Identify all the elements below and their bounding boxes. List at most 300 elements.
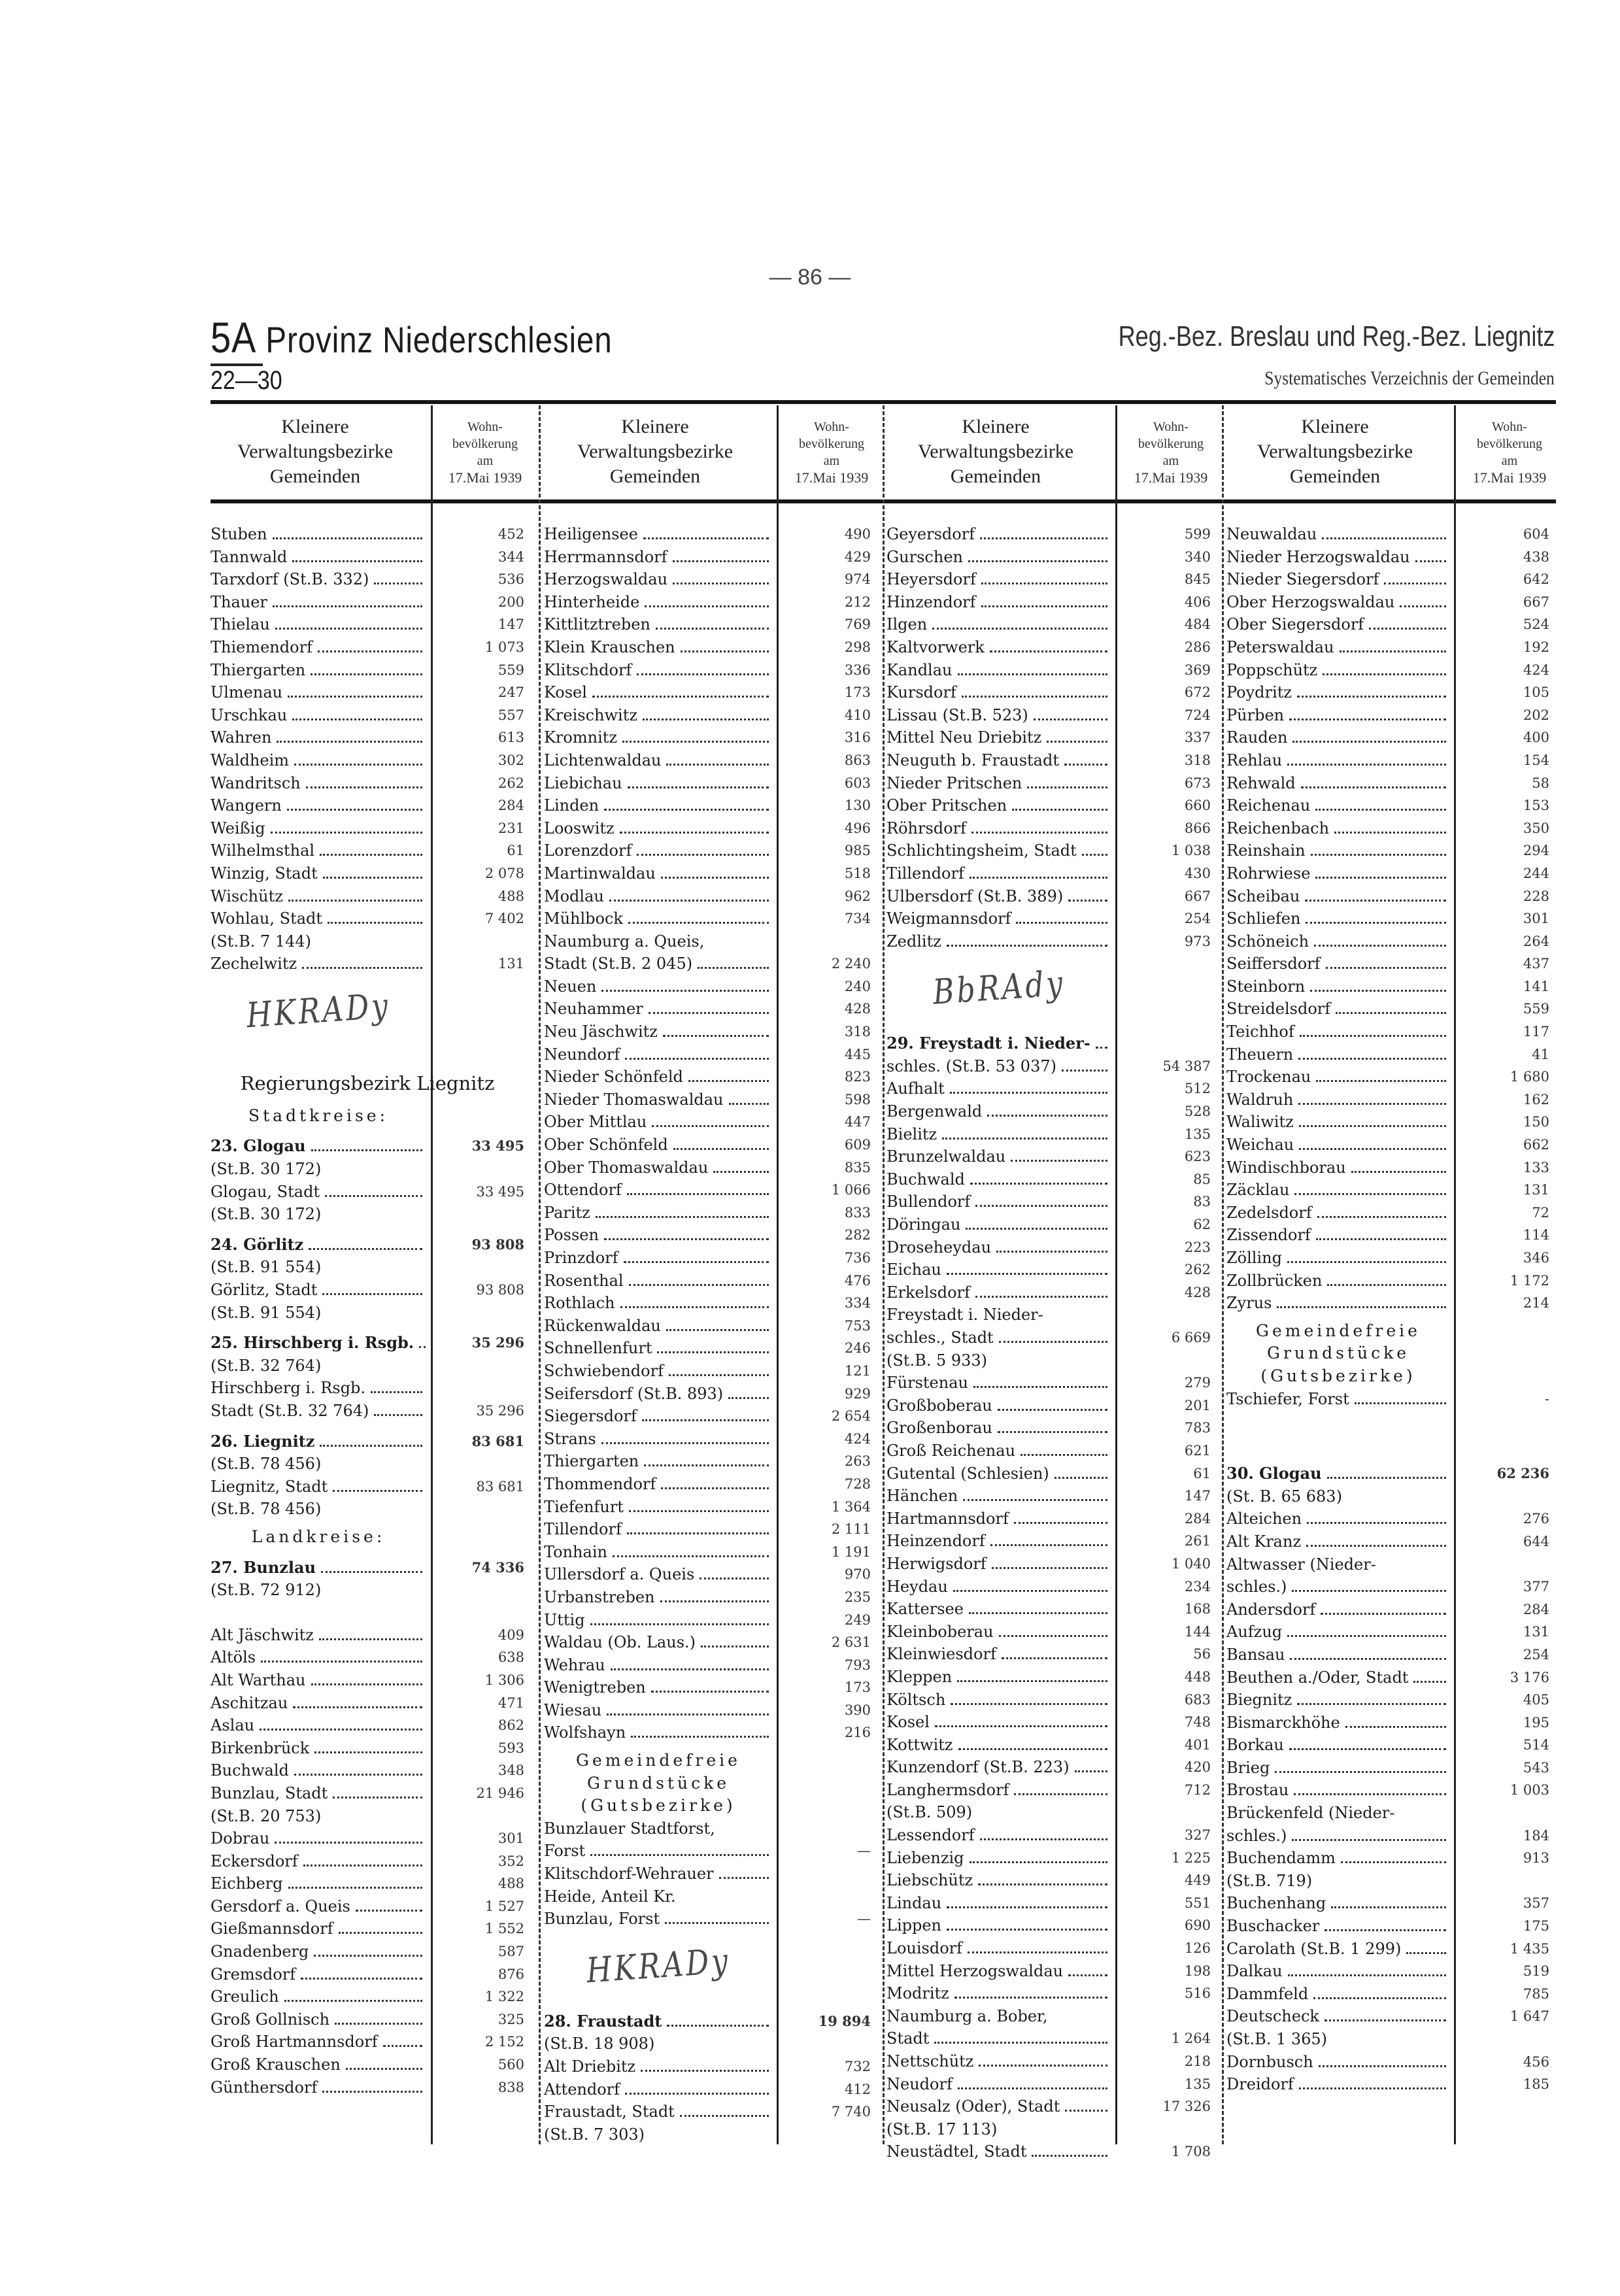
municipality-name: Gersdorf a. Queis: [211, 1897, 350, 1916]
header-population: [433, 418, 537, 486]
name-cell: [886, 1960, 1111, 1983]
municipality-name: (St.B. 20 753): [211, 1806, 322, 1825]
list-item: [211, 2076, 524, 2099]
municipality-name: Groß Hartmannsdorf: [211, 2033, 378, 2051]
municipality-name: Naumburg a. Queis,: [544, 932, 705, 951]
population-value: 712: [1184, 1781, 1211, 1798]
handwritten-signature: [544, 1931, 773, 2002]
dot-leader: [651, 1691, 769, 1693]
list-item: [544, 1111, 871, 1134]
list-item: [544, 1360, 871, 1383]
header-line: bevölkerung: [1138, 437, 1204, 451]
population-value: 58: [1532, 775, 1549, 791]
population-value: 428: [844, 1001, 871, 1017]
list-item: [544, 704, 871, 727]
name-cell: [886, 523, 1111, 546]
list-item: [886, 930, 1211, 953]
population-value: 302: [498, 752, 524, 768]
list-item-continuation: [886, 2027, 1211, 2050]
list-item: [211, 726, 524, 749]
dot-leader: [1307, 1522, 1446, 1524]
population-value: 587: [498, 1944, 524, 1960]
population-value: 247: [498, 684, 524, 701]
dot-leader: [1299, 1148, 1446, 1150]
municipality-name: Reinshain: [1226, 841, 1306, 860]
population-value: 1 708: [1171, 2144, 1211, 2160]
population-value: 93 808: [471, 1236, 524, 1253]
dot-leader: [323, 877, 422, 879]
dot-leader: [643, 718, 769, 720]
dot-leader: [729, 1103, 769, 1105]
population-value: 390: [844, 1702, 871, 1718]
list-item: [1226, 1066, 1549, 1089]
population-value: 141: [1523, 978, 1549, 994]
municipality-name: Strans: [544, 1429, 596, 1448]
municipality-name: Ober Mittlau: [544, 1113, 647, 1132]
municipality-name: Alteichen: [1226, 1510, 1302, 1528]
name-cell: [544, 1496, 773, 1519]
population-value: 318: [844, 1024, 871, 1040]
name-cell: [544, 1224, 773, 1247]
dot-leader: [1322, 537, 1446, 539]
municipality-name: Nieder Pritschen: [886, 773, 1022, 792]
list-item: [886, 772, 1211, 795]
municipality-name: Poppschütz: [1226, 660, 1318, 679]
dot-leader: [643, 537, 769, 539]
municipality-name: Kosel: [544, 683, 587, 702]
dot-leader: [288, 1887, 423, 1889]
header-line: Kleinere: [1301, 416, 1369, 437]
district-range: 22—30: [211, 366, 282, 395]
header-line: Wohn-: [467, 420, 503, 434]
dot-leader: [1400, 605, 1446, 607]
population-value: 344: [498, 549, 524, 565]
name-cell: [1226, 1802, 1450, 1825]
population-value: 401: [1184, 1736, 1211, 1753]
population-value: 551: [1184, 1895, 1211, 1911]
list-item: [544, 1270, 871, 1292]
population-value: 973: [1184, 933, 1211, 949]
municipality-name: Kandlau: [886, 660, 953, 679]
list-item: [211, 1279, 524, 1302]
municipality-name: Zollbrücken: [1226, 1271, 1323, 1290]
population-value: 488: [498, 1876, 524, 1892]
population-value: 318: [1184, 752, 1211, 768]
municipality-name: Wischütz: [211, 886, 283, 905]
header-line: am: [1501, 454, 1518, 468]
column-divider: [883, 405, 885, 2144]
municipality-name: Waldau (Ob. Laus.): [544, 1633, 696, 1652]
dot-leader: [288, 696, 422, 698]
name-cell: [1226, 568, 1450, 591]
table-column: [211, 523, 524, 2099]
municipality-name: Bunzlau, Forst: [544, 1910, 660, 1929]
header-line: 17.Mai 1939: [794, 469, 869, 486]
dot-leader: [333, 1490, 422, 1492]
municipality-name: Buchenhang: [1226, 1894, 1326, 1913]
population-value: 352: [498, 1853, 524, 1869]
municipality-name: 27. Bunzlau: [211, 1557, 316, 1577]
municipality-name: Thommendorf: [544, 1474, 656, 1493]
list-item: [211, 613, 524, 636]
population-value: 234: [1184, 1578, 1211, 1595]
dot-leader: [1345, 1726, 1446, 1728]
municipality-name: Lichtenwaldau: [544, 751, 662, 769]
municipality-name: Lorenzdorf: [544, 841, 632, 860]
name-cell: [1226, 794, 1450, 817]
population-value: 264: [1523, 933, 1549, 949]
list-item: [211, 1895, 524, 1918]
name-cell: [211, 1895, 426, 1918]
list-item: [211, 568, 524, 591]
name-cell: [886, 2027, 1111, 2050]
list-item: [544, 1134, 871, 1156]
list-item: [886, 1304, 1211, 1326]
list-item: [211, 817, 524, 840]
name-cell: [544, 1721, 773, 1744]
list-item: [211, 1985, 524, 2008]
list-item: [544, 862, 871, 885]
list-item: [544, 1721, 871, 1744]
population-value: 61: [507, 843, 524, 859]
municipality-name: Gießmannsdorf: [211, 1919, 333, 1938]
list-item: [886, 568, 1211, 591]
list-item: [211, 1737, 524, 1760]
municipality-name: Forst: [544, 1842, 586, 1861]
municipality-name: 28. Fraustadt: [544, 2011, 662, 2031]
section-heading: [211, 1526, 426, 1549]
section-heading: [544, 1749, 773, 1772]
list-item: [211, 1827, 524, 1850]
dot-leader: [661, 1487, 769, 1489]
header-line: Verwaltungsbezirke: [917, 441, 1074, 462]
municipality-name: Hartmannsdorf: [886, 1509, 1009, 1528]
list-item: [1226, 1779, 1549, 1802]
name-cell: [211, 1234, 426, 1257]
name-cell: [886, 1100, 1111, 1123]
municipality-name: Wolfshayn: [544, 1723, 626, 1742]
population-value: 56: [1193, 1646, 1211, 1663]
name-cell: [1226, 1847, 1450, 1870]
name-cell: [1226, 2051, 1450, 2074]
list-item-continuation: [211, 930, 524, 953]
list-item: [211, 839, 524, 862]
list-item: [544, 1473, 871, 1496]
dot-leader: [294, 1774, 422, 1776]
header-line: Verwaltungsbezirke: [577, 441, 734, 462]
header-municipality: [1220, 414, 1450, 489]
municipality-name: Neuen: [544, 977, 597, 996]
dot-leader: [320, 854, 422, 856]
population-value: 1 322: [484, 1989, 524, 2005]
name-cell: [1226, 907, 1450, 930]
name-cell: [886, 1530, 1111, 1553]
population-value: 753: [844, 1317, 871, 1334]
municipality-name: Droseheydau: [886, 1238, 992, 1257]
dot-leader: [1340, 650, 1446, 652]
dot-leader: [624, 1261, 769, 1263]
population-value: 536: [498, 571, 524, 588]
name-cell: [1226, 1508, 1450, 1530]
name-cell: [544, 1817, 773, 1840]
municipality-name: Dreidorf: [1226, 2075, 1294, 2094]
population-value: 642: [1523, 571, 1549, 588]
list-item: [886, 1394, 1211, 1417]
section-code: 5A: [211, 313, 257, 362]
name-cell: [211, 1400, 426, 1423]
dot-leader: [1315, 877, 1446, 879]
list-item: [1226, 1508, 1549, 1530]
list-item: [211, 772, 524, 795]
municipality-name: Bullendorf: [886, 1192, 971, 1211]
population-value: 33 495: [471, 1138, 524, 1155]
list-item-continuation: [886, 1349, 1211, 1372]
list-item: [1226, 907, 1549, 930]
municipality-name: Reichenau: [1226, 796, 1311, 815]
municipality-name: Dobrau: [211, 1829, 270, 1848]
name-cell: [211, 1557, 426, 1579]
population-value: 223: [1184, 1239, 1211, 1255]
dot-leader: [1315, 809, 1446, 811]
list-item: [886, 546, 1211, 569]
population-value: 728: [844, 1476, 871, 1492]
name-cell: [544, 1428, 773, 1451]
population-value: 412: [844, 2081, 871, 2097]
population-value: 1 680: [1510, 1069, 1549, 1085]
municipality-name: Wenigtreben: [544, 1678, 646, 1697]
municipality-name: Bunzlauer Stadtforst,: [544, 1819, 715, 1838]
municipality-name: Landkreise:: [251, 1527, 386, 1546]
population-value: 623: [1184, 1149, 1211, 1165]
name-cell: [886, 1485, 1111, 1508]
population-value: 528: [1184, 1104, 1211, 1120]
municipality-name: Andersdorf: [1226, 1600, 1316, 1619]
name-cell: [1226, 1462, 1450, 1485]
list-item: [544, 1337, 871, 1360]
municipality-name: Winzig, Stadt: [211, 864, 318, 883]
name-cell: [886, 546, 1111, 569]
name-cell: [544, 1563, 773, 1586]
dot-leader: [958, 1748, 1107, 1750]
municipality-name: Greulich: [211, 1987, 279, 2006]
list-item: [1226, 1388, 1549, 1411]
dot-leader: [1275, 1771, 1446, 1773]
dot-leader: [1310, 990, 1446, 992]
name-cell: [544, 1066, 773, 1089]
population-value: 524: [1523, 616, 1549, 633]
dot-leader: [1292, 1590, 1446, 1592]
dot-leader: [980, 537, 1107, 539]
dot-leader: [719, 1877, 769, 1879]
dot-leader: [1384, 582, 1446, 584]
population-value: 974: [844, 571, 871, 588]
population-value: 369: [1184, 662, 1211, 678]
municipality-name: Großboberau: [886, 1396, 992, 1415]
municipality-name: Mittel Herzogswaldau: [886, 1961, 1064, 1980]
municipality-name: Dornbusch: [1226, 2052, 1313, 2071]
name-cell: [211, 1279, 426, 1302]
population-value: 235: [844, 1589, 871, 1605]
name-cell: [1226, 930, 1450, 953]
dot-leader: [277, 741, 422, 743]
name-cell: [544, 591, 773, 614]
municipality-name: Beuthen a./Oder, Stadt: [1226, 1668, 1409, 1687]
dot-leader: [628, 922, 769, 924]
population-value: 445: [844, 1046, 871, 1062]
dot-leader: [700, 1578, 769, 1579]
name-cell: [211, 2076, 426, 2099]
list-item: [544, 2101, 871, 2123]
dot-leader: [625, 1058, 769, 1060]
dot-leader: [1047, 741, 1107, 743]
municipality-name: Gemeindefreie: [1256, 1321, 1421, 1340]
district-entry: [211, 1135, 524, 1158]
list-item: [886, 2005, 1211, 2028]
dot-leader: [1287, 1261, 1446, 1263]
list-item: [886, 1960, 1211, 1983]
dot-leader: [601, 990, 769, 992]
municipality-name: Neuguth b. Fraustadt: [886, 751, 1059, 769]
dot-leader: [1413, 1681, 1446, 1683]
name-cell: [886, 1417, 1111, 1440]
municipality-name: Aufhalt: [886, 1079, 945, 1098]
municipality-name: Zedelsdorf: [1226, 1203, 1312, 1222]
name-cell: [886, 726, 1111, 749]
population-value: 2 111: [831, 1521, 871, 1538]
list-item: [211, 1872, 524, 1895]
municipality-name: Geyersdorf: [886, 525, 975, 543]
dot-leader: [302, 967, 422, 969]
list-item: [544, 1202, 871, 1224]
municipality-name: Ober Pritschen: [886, 796, 1007, 815]
name-cell: [211, 1917, 426, 1940]
dot-leader: [1325, 1929, 1446, 1931]
municipality-name: Pürben: [1226, 705, 1285, 724]
municipality-name: 26. Liegnitz: [211, 1431, 315, 1451]
header-line: Kleinere: [621, 416, 689, 437]
municipality-name: Nieder Schönfeld: [544, 1068, 683, 1087]
population-value: 543: [1523, 1759, 1549, 1776]
header-line: 17.Mai 1939: [448, 469, 522, 486]
municipality-name: Stadt (St.B. 2 045): [544, 954, 693, 973]
population-value: 559: [498, 662, 524, 678]
dot-leader: [419, 1346, 426, 1348]
page-title: [211, 312, 613, 362]
list-item-continuation: [211, 1498, 524, 1521]
population-value: 327: [1184, 1827, 1211, 1844]
municipality-name: Bunzlau, Stadt: [211, 1783, 328, 1802]
population-value: 428: [1184, 1284, 1211, 1300]
population-value: 835: [844, 1159, 871, 1175]
population-value: 690: [1184, 1917, 1211, 1934]
name-cell: [886, 1304, 1111, 1326]
name-cell: [1226, 1179, 1450, 1202]
name-cell: [544, 1021, 773, 1043]
list-item: [544, 1224, 871, 1247]
dot-leader: [669, 1374, 769, 1376]
population-value: 929: [844, 1385, 871, 1402]
population-value: 484: [1184, 616, 1211, 633]
list-item: [886, 1123, 1211, 1146]
population-value: 409: [498, 1627, 524, 1643]
dot-leader: [963, 1499, 1107, 1501]
section-heading: [1226, 1365, 1450, 1388]
dot-leader: [325, 1195, 422, 1197]
dot-leader: [951, 1703, 1107, 1705]
header-municipality: [204, 414, 426, 489]
population-value: 7 740: [831, 2104, 871, 2120]
dot-leader: [999, 1341, 1107, 1343]
municipality-name: Streidelsdorf: [1226, 1000, 1331, 1019]
dot-leader: [1290, 1658, 1446, 1660]
municipality-name: Neu Jäschwitz: [544, 1022, 658, 1041]
municipality-name: Kreischwitz: [544, 705, 638, 724]
municipality-name: Kaltvorwerk: [886, 637, 985, 656]
municipality-name: Glogau, Stadt: [211, 1182, 320, 1201]
spacer: [1226, 1432, 1549, 1455]
handwritten-signature: [211, 975, 426, 1047]
list-item-continuation: [544, 1908, 871, 1931]
section-heading: [544, 1772, 773, 1795]
dot-leader: [1299, 2087, 1446, 2089]
name-cell: [544, 704, 773, 727]
population-value: 613: [498, 730, 524, 746]
name-cell: [544, 907, 773, 930]
population-value: 284: [1523, 1601, 1549, 1617]
dot-leader: [680, 2115, 769, 2117]
list-item: [886, 591, 1211, 614]
population-value: 198: [1184, 1963, 1211, 1979]
population-value: 1 364: [831, 1498, 871, 1515]
name-cell: [886, 1236, 1111, 1259]
municipality-name: Rohrwiese: [1226, 864, 1311, 883]
municipality-name: Kottwitz: [886, 1735, 953, 1754]
municipality-name: Nieder Herzogswaldau: [1226, 547, 1410, 566]
population-value: 599: [1184, 526, 1211, 542]
municipality-name: Rehlau: [1226, 751, 1283, 769]
municipality-name: Ober Thomaswaldau: [544, 1158, 709, 1177]
dot-leader: [625, 2093, 769, 2095]
dot-leader: [1011, 1160, 1107, 1162]
population-value: 1 527: [484, 1898, 524, 1914]
population-value: 135: [1184, 1126, 1211, 1142]
signature-text: HKRADy: [584, 1940, 732, 1991]
dot-leader: [321, 1571, 422, 1573]
dot-leader: [1289, 718, 1446, 720]
name-cell: [886, 1190, 1111, 1213]
dot-leader: [1027, 786, 1107, 788]
dot-leader: [311, 1149, 422, 1151]
signature-text: HKRADy: [245, 985, 392, 1036]
name-cell: [211, 885, 426, 908]
dot-leader: [620, 832, 769, 834]
dot-leader: [261, 1661, 422, 1663]
name-cell: [544, 1699, 773, 1722]
dot-leader: [637, 854, 769, 856]
population-value: 447: [844, 1114, 871, 1130]
dot-leader: [311, 1683, 422, 1685]
name-cell: [211, 1737, 426, 1760]
population-value: 456: [1523, 2053, 1549, 2070]
list-item: [886, 1643, 1211, 1666]
name-cell: [544, 885, 773, 908]
name-cell: [1226, 1111, 1450, 1134]
name-cell: [211, 704, 426, 727]
header-line: Gemeinden: [609, 465, 701, 487]
municipality-name: Paritz: [544, 1203, 590, 1222]
dot-leader: [620, 1306, 769, 1308]
population-value: 228: [1523, 888, 1549, 904]
